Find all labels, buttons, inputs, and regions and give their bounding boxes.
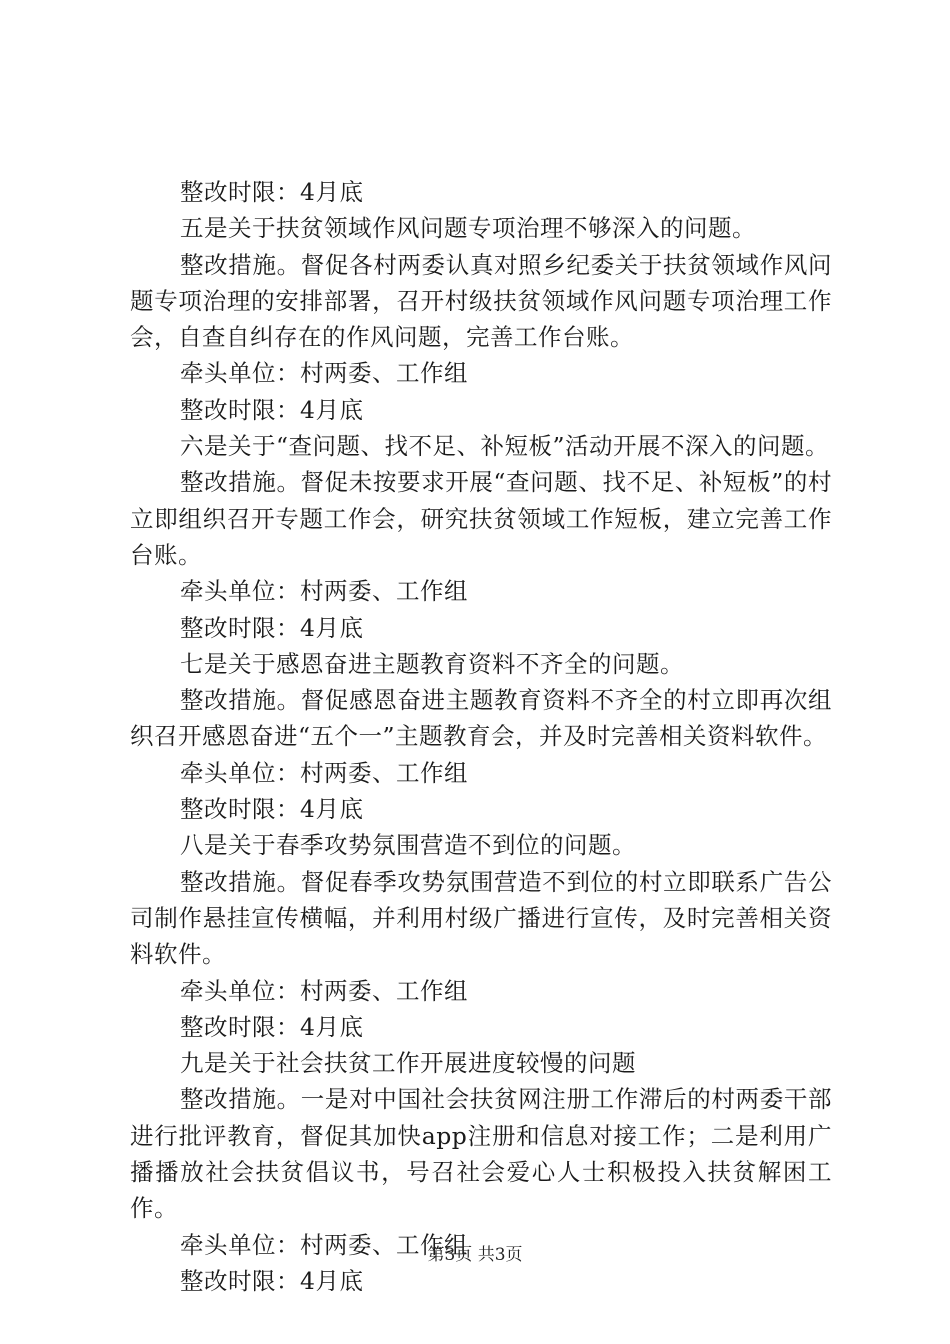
paragraph: 整改时限：4月底 [180, 1266, 364, 1295]
paragraph: 七是关于感恩奋进主题教育资料不齐全的问题。 [180, 649, 684, 678]
paragraph: 整改时限：4月底 [180, 613, 364, 642]
page-number-label: 第3页 共3页 [427, 1245, 523, 1265]
paragraph: 六是关于“查问题、找不足、补短板”活动开展不深入的问题。 [180, 432, 830, 461]
paragraph: 牵头单位：村两委、工作组 [180, 976, 468, 1005]
paragraph: 整改措施。督促春季攻势氛围营造不到位的村立即联系广告公司制作悬挂宣传横幅，并利用村级广播进行宣传，及时完善相关资料软件。 [130, 867, 832, 969]
paragraph: 牵头单位：村两委、工作组 [180, 359, 468, 388]
paragraph: 整改措施。一是对中国社会扶贫网注册工作滞后的村两委干部进行批评教育，督促其加快app注册和信息对接工作；二是利用广播播放社会扶贫倡议书，号召社会爱心人士积极投入扶贫解困工作。 [130, 1085, 832, 1223]
paragraph: 整改时限：4月底 [180, 178, 364, 206]
paragraph: 整改时限：4月底 [180, 795, 364, 824]
document-body [130, 174, 832, 1299]
paragraph: 整改措施。督促感恩奋进主题教育资料不齐全的村立即再次组织召开感恩奋进“五个一”主题教育会，并及时完善相关资料软件。 [130, 686, 832, 751]
paragraph: 牵头单位：村两委、工作组 [180, 1230, 468, 1259]
page-footer [0, 1244, 950, 1266]
paragraph: 五是关于扶贫领域作风问题专项治理不够深入的问题。 [180, 214, 756, 243]
paragraph: 整改时限：4月底 [180, 1012, 364, 1041]
paragraph: 八是关于春季攻势氛围营造不到位的问题。 [180, 831, 636, 860]
paragraph: 九是关于社会扶贫工作开展进度较慢的问题 [180, 1049, 636, 1078]
paragraph: 整改措施。督促各村两委认真对照乡纪委关于扶贫领域作风问题专项治理的安排部署，召开村级扶贫领域作风问题专项治理工作会，自查自纠存在的作风问题，完善工作台账。 [130, 250, 832, 352]
paragraph: 整改措施。督促未按要求开展“查问题、找不足、补短板”的村立即组织召开专题工作会，研究扶贫领域工作短板，建立完善工作台账。 [130, 468, 832, 569]
paragraph: 牵头单位：村两委、工作组 [180, 758, 468, 787]
paragraph: 牵头单位：村两委、工作组 [180, 577, 468, 606]
paragraph: 整改时限：4月底 [180, 395, 364, 424]
